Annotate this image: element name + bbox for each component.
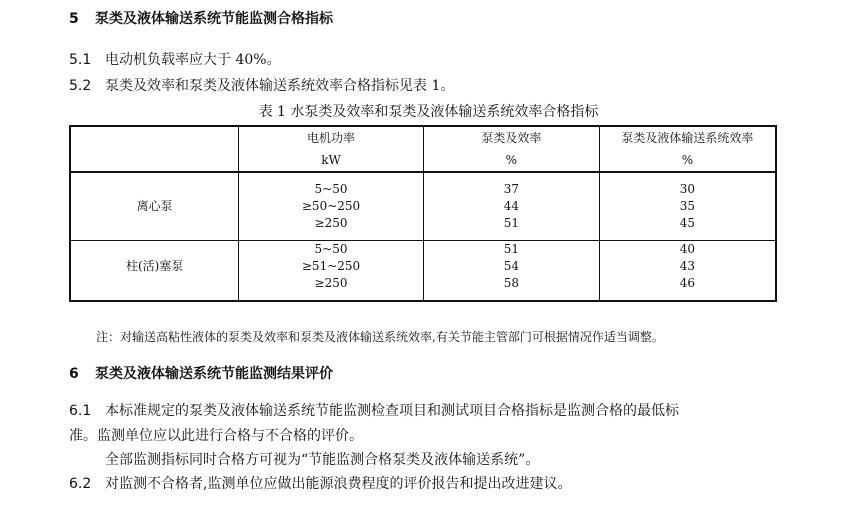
section-5-title: 泵类及液体输送系统节能监测合格指标 [95, 11, 333, 27]
sys-eff-cell: 35 [679, 199, 696, 213]
header-pump-efficiency: 泵类及效率 [423, 126, 599, 149]
section-6-title: 泵类及液体输送系统节能监测结果评价 [95, 366, 333, 382]
sys-eff-cell: 45 [679, 216, 696, 230]
clause-5-1-text: 电动机负载率应大于 40%。 [105, 52, 281, 68]
sys-eff-cell: 30 [679, 182, 696, 196]
power-cell: ≥50~250 [239, 198, 424, 215]
clause-5-2-text: 泵类及效率和泵类及液体输送系统效率合格指标见表 1。 [105, 78, 455, 94]
table-row [70, 241, 776, 259]
header-blank-cell [70, 126, 239, 149]
clause-6-1-text-a: 本标准规定的泵类及液体输送系统节能监测检查项目和测试项目合格指标是监测合格的最低标 [105, 403, 679, 419]
header-system-efficiency: 泵类及液体输送系统效率 [621, 131, 754, 145]
section-6-heading [69, 364, 333, 384]
table-caption: 表 1 水泵类及效率和泵类及液体输送系统效率合格指标 [258, 104, 599, 120]
sys-eff-cell: 43 [679, 259, 696, 273]
power-cell: ≥250 [239, 215, 424, 232]
clause-6-1-text-b: 准。监测单位应以此进行合格与不合格的评价。 [69, 428, 363, 444]
clause-5-2-number: 5.2 [69, 78, 92, 94]
pump-eff-cell: 51 [423, 241, 599, 259]
power-cell: 5~50 [239, 241, 424, 259]
group-name-piston: 柱(活)塞泵 [70, 241, 239, 293]
power-cell: ≥51~250 [239, 258, 424, 275]
section-5-heading [69, 9, 333, 29]
sys-eff-cell: 40 [679, 242, 696, 256]
pump-eff-cell: 37 [423, 181, 599, 198]
table-row [70, 181, 776, 198]
sys-eff-cell: 46 [679, 276, 696, 290]
pump-eff-cell: 51 [423, 215, 599, 232]
pump-eff-cell: 44 [423, 198, 599, 215]
clause-6-1-text-c: 全部监测指标同时合格方可视为“节能监测合格泵类及液体输送系统”。 [105, 452, 540, 468]
clause-5-1-number: 5.1 [69, 52, 92, 68]
power-cell: ≥250 [239, 275, 424, 292]
header-pump-unit: % [423, 149, 599, 172]
header-motor-power: 电机功率 [239, 126, 424, 149]
clause-6-1-number: 6.1 [69, 403, 92, 419]
clause-6-1 [69, 401, 679, 421]
header-motor-unit: kW [239, 149, 424, 172]
clause-6-2 [69, 474, 571, 494]
clause-5-1 [69, 50, 281, 70]
table-note: 注：对输送高粘性液体的泵类及效率和泵类及液体输送系统效率,有关节能主管部门可根据情况作适当调整。 [96, 330, 664, 344]
header-system-unit: % [599, 149, 776, 172]
power-cell: 5~50 [239, 181, 424, 198]
pump-eff-cell: 54 [423, 258, 599, 275]
section-6-number: 6 [69, 366, 79, 382]
group-name-centrifugal: 离心泵 [70, 181, 239, 232]
efficiency-table [69, 125, 777, 302]
pump-eff-cell: 58 [423, 275, 599, 292]
clause-6-2-number: 6.2 [69, 476, 92, 492]
clause-5-2 [69, 76, 454, 96]
section-5-number: 5 [69, 11, 79, 27]
clause-6-2-text: 对监测不合格者,监测单位应做出能源浪费程度的评价报告和提出改进建议。 [105, 476, 572, 492]
